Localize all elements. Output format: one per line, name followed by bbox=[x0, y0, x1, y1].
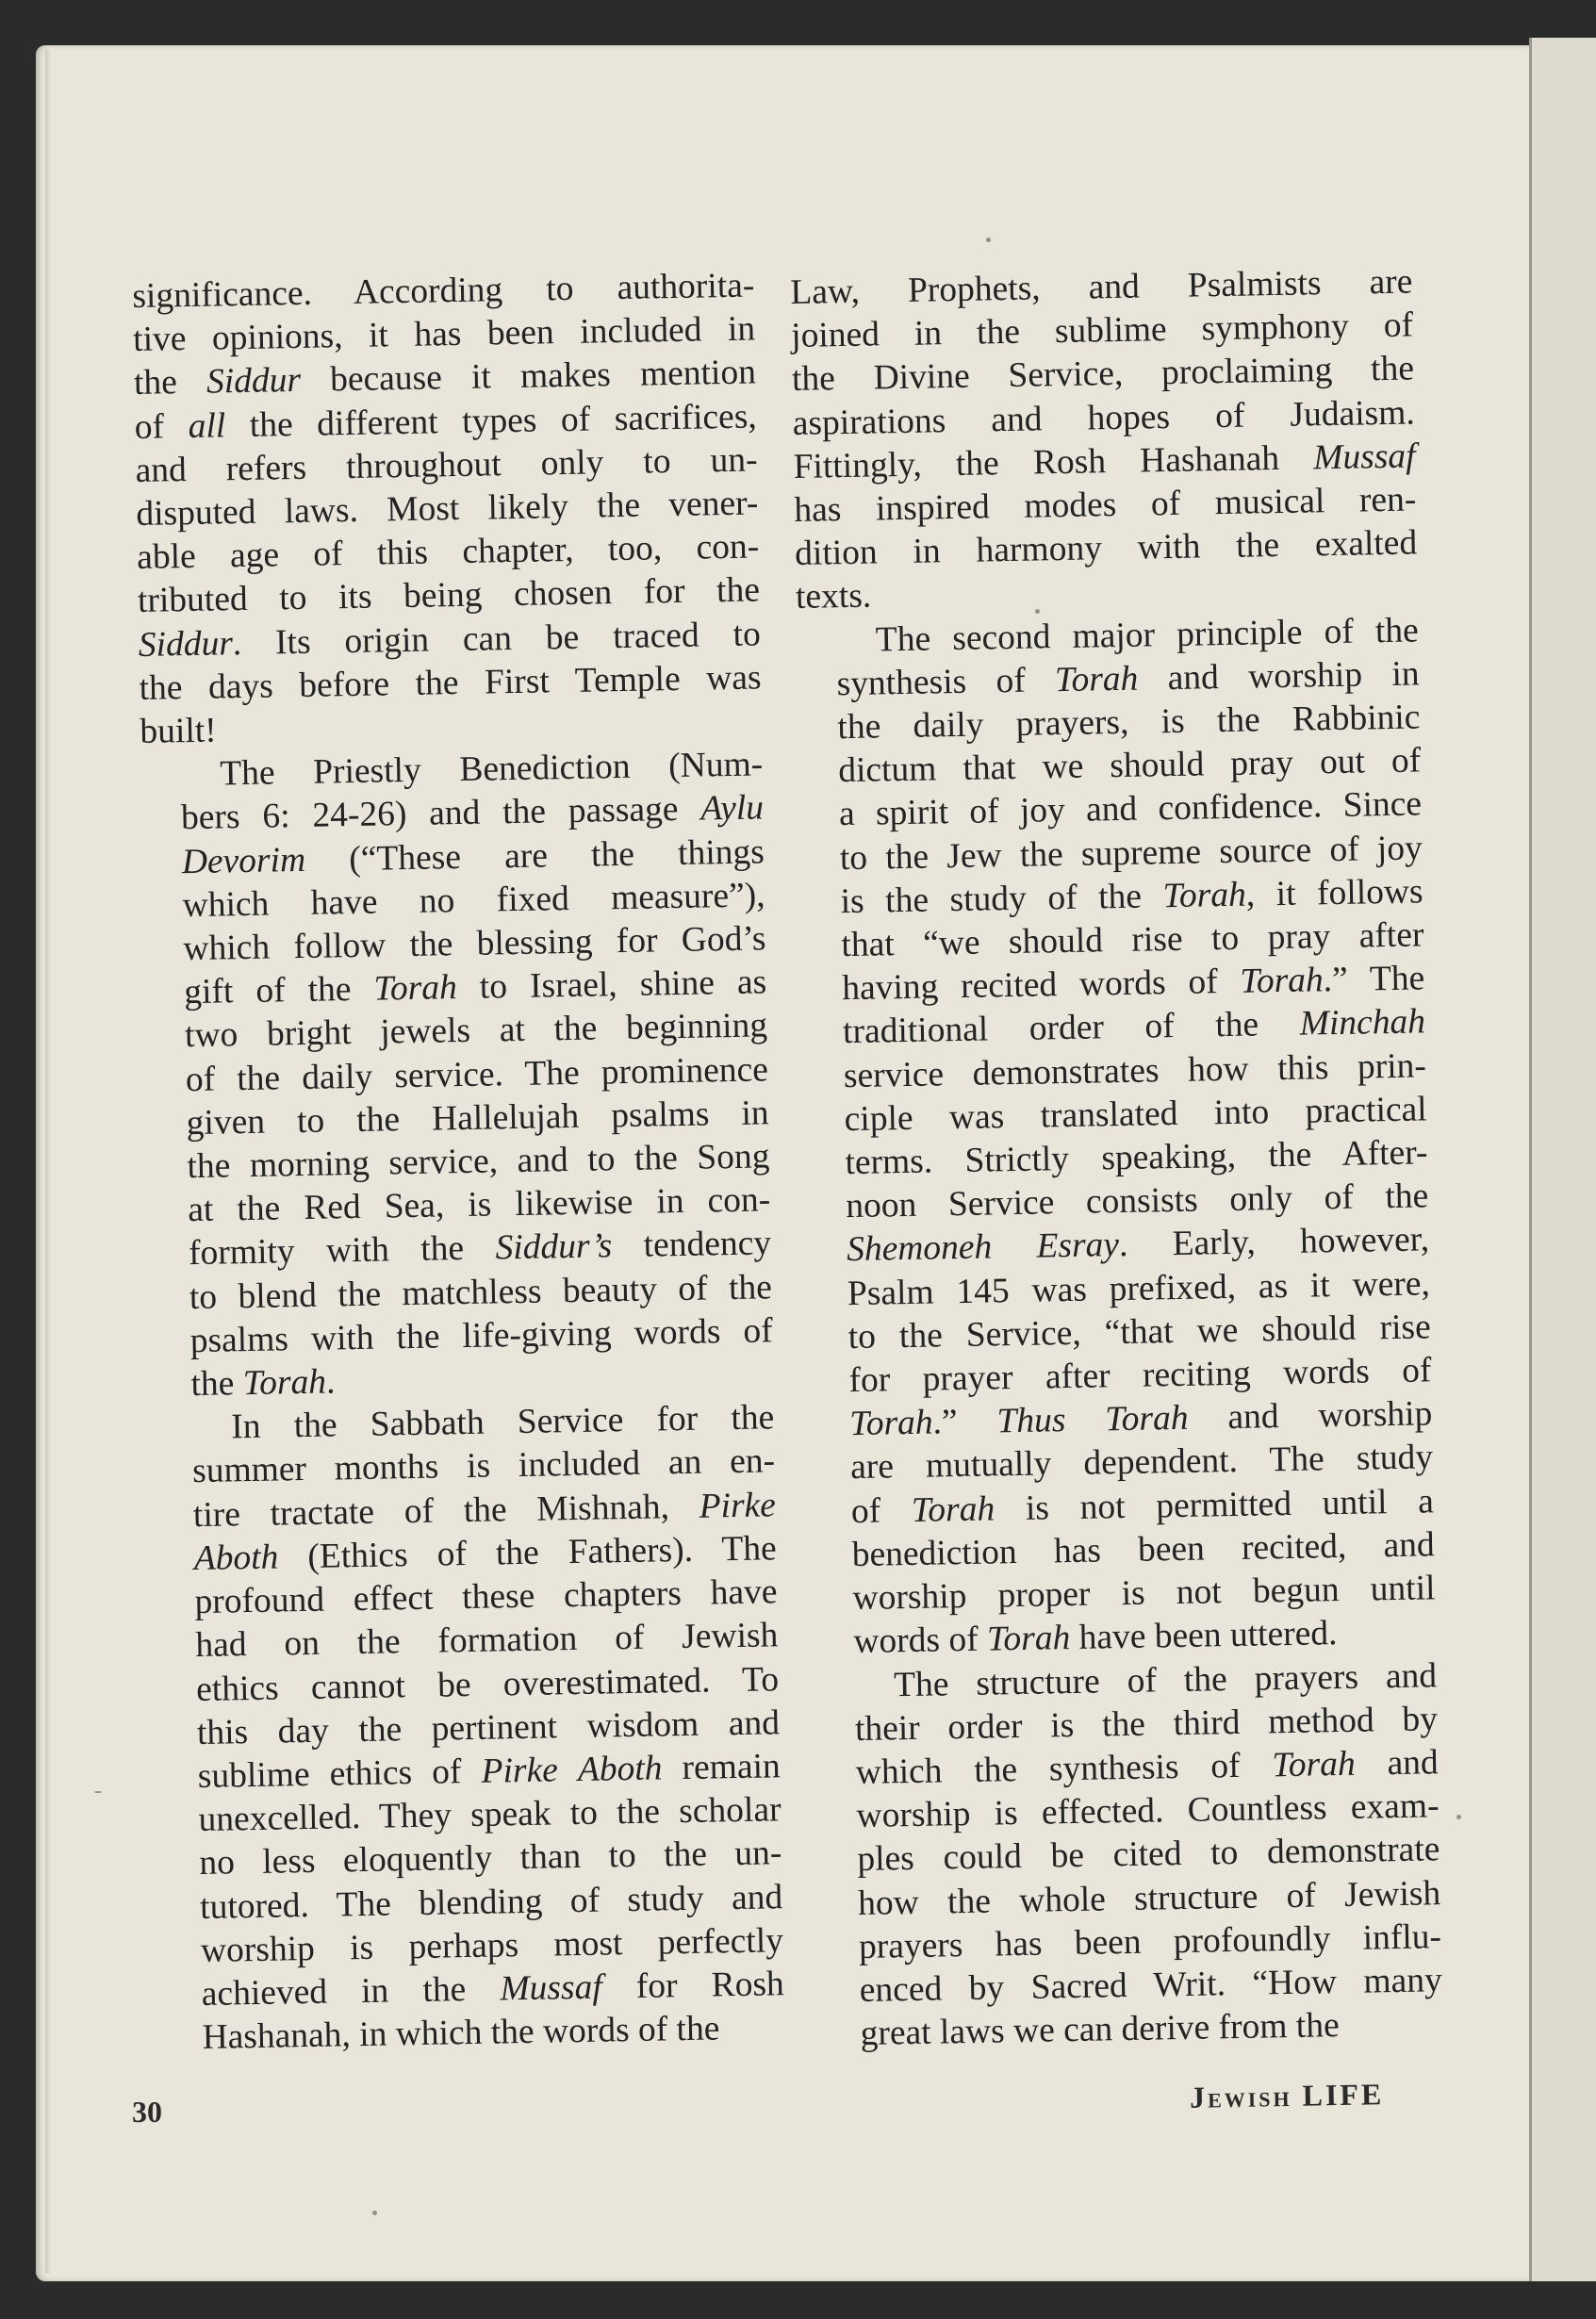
text-line: are mutually dependent. The study bbox=[849, 1438, 1434, 1488]
paragraph bbox=[790, 260, 1418, 619]
text-line: ples could be cited to demonstrate bbox=[857, 1830, 1440, 1880]
text-line: noon Service consists only of the bbox=[845, 1176, 1429, 1226]
text-line: a spirit of joy and confidence. Since bbox=[838, 784, 1423, 834]
text-line: unexcelled. They speak to the scholar bbox=[198, 1790, 782, 1840]
print-speck bbox=[1456, 1815, 1461, 1819]
text-line: prayers has been profoundly influ- bbox=[858, 1916, 1442, 1966]
page-binding-edge bbox=[45, 49, 51, 2274]
text-line: Devorim (“These are the things bbox=[181, 832, 765, 881]
text-line: The Priestly Benediction (Num- bbox=[219, 745, 764, 794]
text-line: had on the formation of Jewish bbox=[195, 1616, 779, 1666]
text-line: which follow the blessing for God’s bbox=[183, 919, 766, 969]
text-line: formity with the Siddur’s tendency bbox=[188, 1224, 772, 1274]
text-line: great laws we can derive from the bbox=[860, 2006, 1341, 2054]
text-line: of the daily service. The prominence bbox=[185, 1050, 769, 1099]
text-line: bers 6: 24-26) and the passage Aylu bbox=[180, 788, 765, 838]
text-line: Law, Prophets, and Psalmists are bbox=[790, 262, 1413, 312]
text-line: Psalm 145 was prefixed, as it were, bbox=[847, 1263, 1431, 1313]
text-line: two bright jewels at the beginning bbox=[184, 1006, 768, 1056]
text-line: to the Service, “that we should rise bbox=[847, 1308, 1432, 1357]
text-line: benediction has been recited, and bbox=[851, 1525, 1436, 1574]
paragraph bbox=[132, 264, 763, 754]
text-line: tributed to its being chosen for the bbox=[137, 570, 761, 621]
text-line: and refers throughout only to un- bbox=[135, 440, 758, 490]
text-line: ciple was translated into practical bbox=[844, 1090, 1427, 1139]
text-line: dition in harmony with the exalted bbox=[794, 523, 1418, 574]
page-number: 30 bbox=[132, 2095, 162, 2129]
text-line: the Siddur because it makes mention bbox=[133, 353, 757, 403]
text-line: the daily prayers, is the Rabbinic bbox=[837, 698, 1421, 748]
text-line: Fittingly, the Rosh Hashanah Mussaf bbox=[793, 436, 1416, 486]
text-line: which have no fixed measure”), bbox=[182, 876, 765, 926]
text-line: the Divine Service, proclaiming the bbox=[791, 349, 1415, 400]
text-line: of all the different types of sacrifices, bbox=[134, 397, 758, 447]
text-line: words of Torah have been uttered. bbox=[853, 1614, 1338, 1662]
text-line: traditional order of the Minchah bbox=[842, 1002, 1426, 1052]
text-line: to the Jew the supreme source of joy bbox=[839, 829, 1423, 878]
facing-page-edge bbox=[1529, 38, 1596, 2281]
margin-mark bbox=[94, 1791, 102, 1793]
text-line: texts. bbox=[795, 576, 872, 617]
left-text-column bbox=[132, 264, 785, 2061]
text-line: enced by Sacred Writ. “How many bbox=[859, 1961, 1443, 2010]
text-line: profound effect these chapters have bbox=[194, 1572, 778, 1622]
text-line: how the whole structure of Jewish bbox=[857, 1873, 1441, 1923]
text-line: no less eloquently than to the un- bbox=[199, 1834, 782, 1883]
text-line: The structure of the prayers and bbox=[893, 1655, 1438, 1704]
text-line: the morning service, and to the Song bbox=[187, 1137, 770, 1187]
paragraph bbox=[796, 609, 1436, 1665]
running-head: Jewish LIFE bbox=[1189, 2077, 1385, 2114]
text-line: is the study of the Torah, it follows bbox=[840, 872, 1423, 922]
text-line: Shemoneh Esray. Early, however, bbox=[846, 1220, 1430, 1270]
text-line: achieved in the Mussaf for Rosh bbox=[201, 1965, 785, 2014]
text-line: Aboth (Ethics of the Fathers). The bbox=[193, 1529, 778, 1578]
text-line: Siddur. Its origin can be traced to bbox=[138, 615, 762, 665]
print-speck bbox=[372, 2211, 377, 2215]
print-speck bbox=[986, 238, 991, 242]
text-line: able age of this chapter, too, con- bbox=[136, 527, 760, 578]
text-line: tire tractate of the Mishnah, Pirke bbox=[192, 1485, 777, 1535]
text-line: that “we should rise to pray after bbox=[841, 915, 1424, 965]
text-line: having recited words of Torah.” The bbox=[841, 959, 1425, 1009]
text-line: given to the Hallelujah psalms in bbox=[186, 1094, 769, 1143]
text-line: tutored. The blending of study and bbox=[199, 1877, 783, 1927]
text-line: the days before the First Temple was bbox=[139, 658, 762, 708]
text-line: of Torah is not permitted until a bbox=[850, 1481, 1435, 1531]
text-line: sublime ethics of Pirke Aboth remain bbox=[197, 1747, 782, 1796]
text-line: worship is effected. Countless exam- bbox=[856, 1786, 1440, 1836]
text-line: terms. Strictly speaking, the After- bbox=[845, 1133, 1428, 1183]
text-line: worship is perhaps most perfectly bbox=[200, 1920, 784, 1970]
paragraph bbox=[814, 1654, 1443, 2057]
text-line: In the Sabbath Service for the bbox=[230, 1398, 775, 1447]
text-line: to blend the matchless beauty of the bbox=[189, 1267, 773, 1317]
text-line: worship proper is not begun until bbox=[852, 1569, 1436, 1619]
paragraph bbox=[140, 744, 774, 1407]
text-line: synthesis of Torah and worship in bbox=[836, 654, 1420, 704]
text-line: psalms with the life-giving words of bbox=[189, 1311, 774, 1360]
text-line: The second major principle of the bbox=[875, 611, 1420, 660]
text-line: built! bbox=[140, 711, 218, 751]
text-line: service demonstrates how this prin- bbox=[843, 1046, 1427, 1095]
text-line: Torah.” Thus Torah and worship bbox=[848, 1394, 1433, 1444]
right-text-column bbox=[790, 260, 1443, 2057]
text-line: their order is the third method by bbox=[854, 1699, 1439, 1749]
text-line: summer months is included an en- bbox=[191, 1441, 776, 1491]
text-line: tive opinions, it has been included in bbox=[132, 309, 756, 360]
text-line: gift of the Torah to Israel, shine as bbox=[183, 962, 767, 1012]
text-line: this day the pertinent wisdom and bbox=[196, 1702, 781, 1752]
paragraph bbox=[152, 1397, 785, 2061]
text-line: disputed laws. Most likely the vener- bbox=[136, 484, 759, 534]
text-line: has inspired modes of musical ren- bbox=[794, 480, 1417, 530]
text-line: at the Red Sea, is likewise in con- bbox=[187, 1180, 771, 1230]
text-line: significance. According to authorita- bbox=[132, 266, 755, 316]
text-line: aspirations and hopes of Judaism. bbox=[792, 393, 1416, 443]
text-line: which the synthesis of Torah and bbox=[855, 1743, 1440, 1792]
text-line: the Torah. bbox=[190, 1362, 336, 1405]
text-line: dictum that we should pray out of bbox=[837, 741, 1422, 791]
text-line: joined in the sublime symphony of bbox=[790, 305, 1414, 356]
text-line: for prayer after reciting words of bbox=[848, 1351, 1432, 1401]
text-line: ethics cannot be overestimated. To bbox=[195, 1659, 780, 1709]
text-line: Hashanah, in which the words of the bbox=[202, 2009, 720, 2058]
